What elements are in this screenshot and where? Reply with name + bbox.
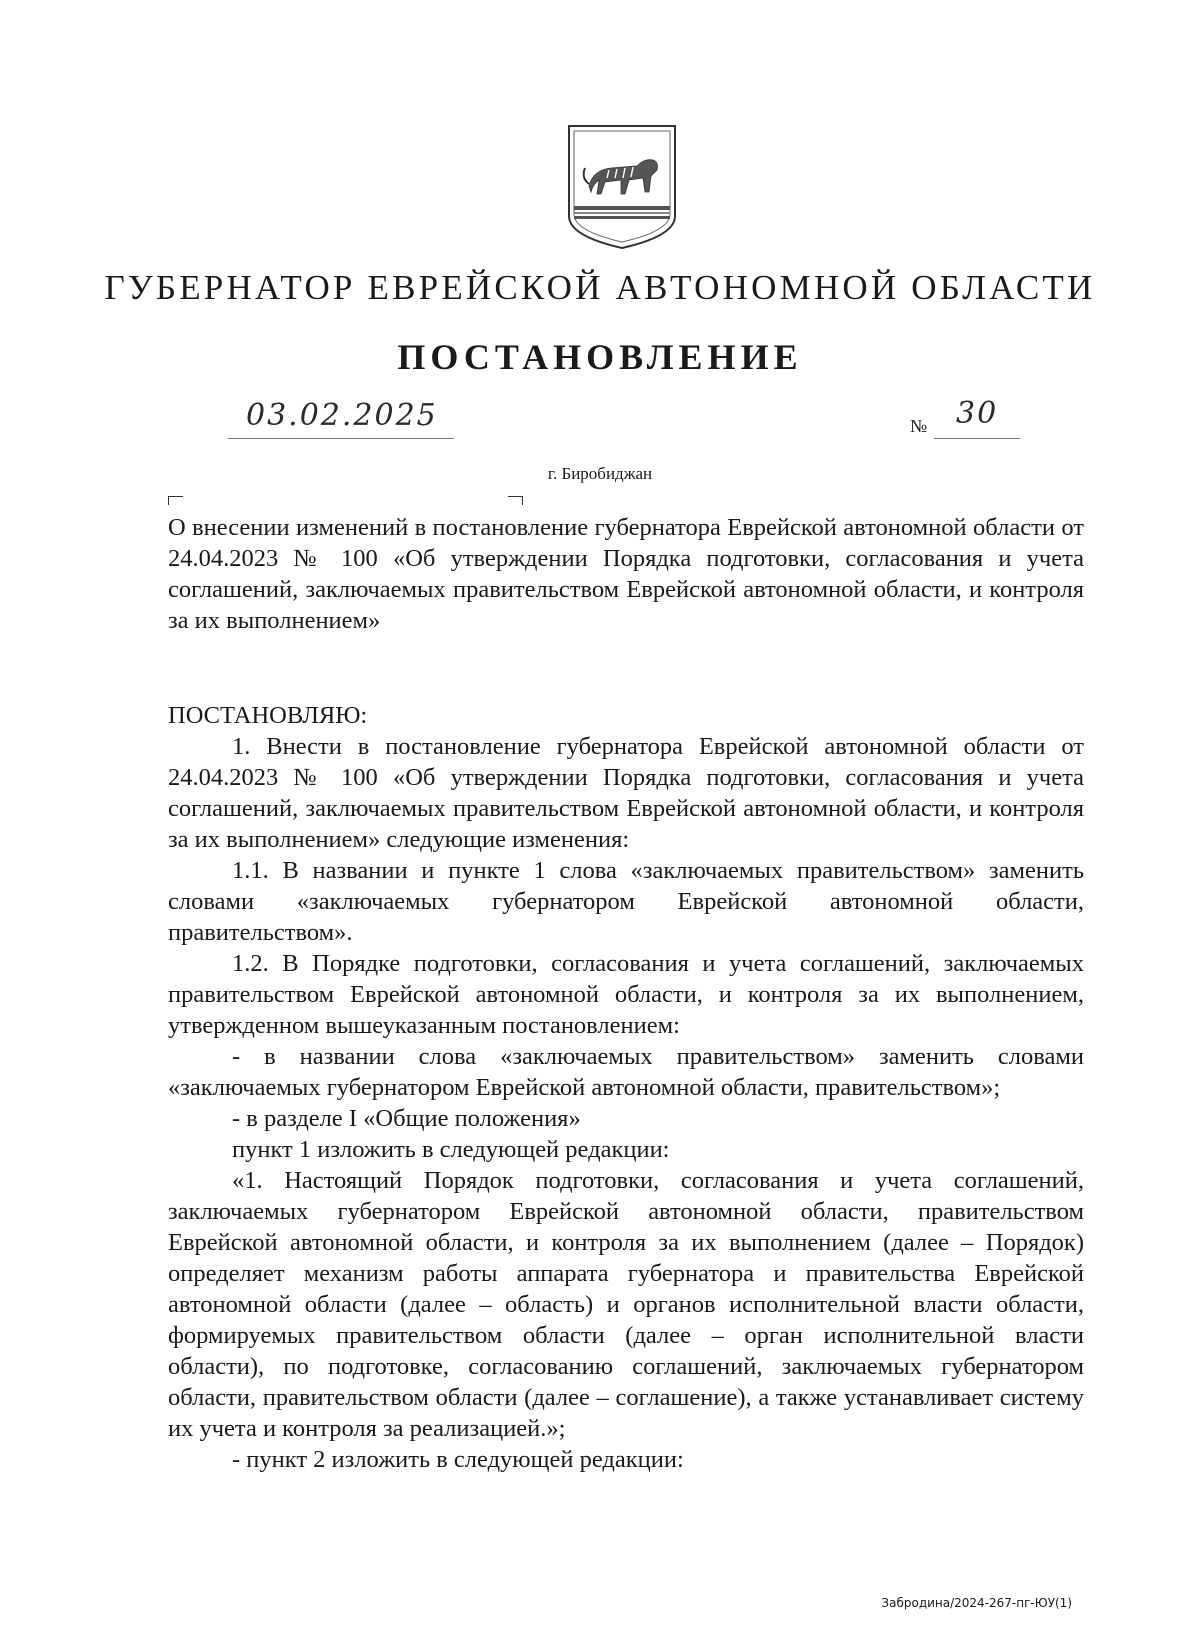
coat-of-arms-tiger-icon [563,120,681,252]
number-field [934,396,1020,439]
preamble: ПОСТАНОВЛЯЮ: [168,702,368,729]
paragraph: 1. Внести в постановление губернатора Еврейской автономной области от 24.04.2023 № 100 «Об утверждении Порядка подготовки, согласования и учета соглашений, заключаемых правительством Еврейской автономной области, и контроля за их выполнением» следующие изменения: [168,733,1084,853]
paragraph: 1.2. В Порядке подготовки, согласования и учета соглашений, заключаемых правительством Еврейской автономной области, и контроля за их выполнением, утвержденном вышеуказанным постановлением: [168,950,1084,1039]
document-type-title: ПОСТАНОВЛЕНИЕ [397,337,803,377]
document-body [168,700,1084,1475]
handwritten-number: 30 [956,396,999,431]
paragraph: - пункт 2 изложить в следующей редакции: [232,1446,684,1473]
handwritten-date: 03.02.2025 [246,398,438,433]
subject-right-bracket [508,496,523,505]
subject-left-bracket [168,496,183,505]
paragraph: 1.1. В названии и пункте 1 слова «заключаемых правительством» заменить словами «заключаемых губернатором Еврейской автономной области, правительством». [168,857,1084,946]
issuing-authority: ГУБЕРНАТОР ЕВРЕЙСКОЙ АВТОНОМНОЙ ОБЛАСТИ [104,268,1096,307]
paragraph: пункт 1 изложить в следующей редакции: [232,1136,670,1163]
paragraph: - в названии слова «заключаемых правительством» заменить словами «заключаемых губернатором Еврейской автономной области, правительством»; [168,1043,1084,1101]
paragraph: - в разделе I «Общие положения» [232,1105,581,1132]
document-subject: О внесении изменений в постановление губернатора Еврейской автономной области от 24.04.2023 № 100 «Об утверждении Порядка подготовки, согласования и учета соглашений, заключаемых правительством Еврейской автономной области, и контроля за их выполнением» [168,514,1084,634]
document-reference: Забродина/2024-267-пг-ЮУ(1) [881,1596,1072,1610]
number-label: № [910,416,928,436]
date-field [228,398,454,439]
city-name: г. Биробиджан [547,464,653,483]
paragraph: «1. Настоящий Порядок подготовки, согласования и учета соглашений, заключаемых губернатором Еврейской автономной области, правительством Еврейской автономной области, и контроля за их выполнением (далее – Порядок) определяет механизм работы аппарата губернатора и правительства Еврейской автономной области (далее – область) и органов исполнительной власти области, формируемых правительством области (далее – орган исполнительной власти области), по подготовке, согласованию соглашений, заключаемых губернатором области, правительством области (далее – соглашение), а также устанавливает систему их учета и контроля за реализацией.»; [168,1167,1084,1442]
